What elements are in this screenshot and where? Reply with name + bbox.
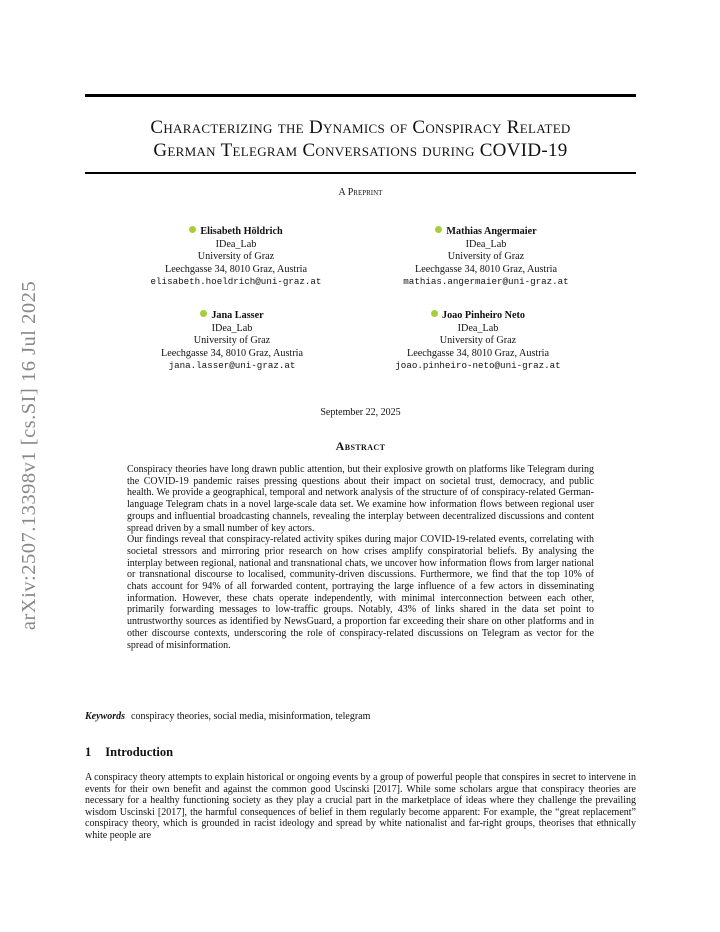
section-title: Introduction [105,745,174,759]
body-paragraph: A conspiracy theory attempts to explain historical or ongoing events by a group of powerful people that conspires in secret to intervene in events for their own benefit and against the common good Uscinski [2017]. While some scholars argue that conspiracy theories are necessary for a healthy functioning society as they play a crucial part in the marketplace of ideas where they challenge the prevailing wisdom Uscinski [2017], the harmful consequences of belief in them regularly become apparent: For example, the “great replacement” conspiracy theory, which is grounded in racist ideology and spread by white nationalist and far-right groups, theorises that ethnically white people are [85,772,636,841]
author-name: Mathias Angermaier [446,226,537,237]
author-university: University of Graz [197,251,275,263]
author-university: University of Graz [447,251,525,263]
author-address: Leechgasse 34, 8010 Graz, Austria [414,263,557,275]
author-address: Leechgasse 34, 8010 Graz, Austria [160,347,303,359]
author-university: University of Graz [439,335,517,347]
keywords-label: Keywords [85,711,125,722]
publication-date: September 22, 2025 [320,407,401,418]
orcid-icon[interactable] [200,310,207,317]
author-email[interactable]: joao.pinheiro-neto@uni-graz.at [395,360,561,372]
paper-title [85,116,636,162]
author-university: University of Graz [193,335,271,347]
abstract-paragraph: Conspiracy theories have long drawn public attention, but their explosive growth on platforms like Telegram during the COVID-19 pandemic raises pressing questions about their impact on societal trust, democracy, and public health. We provide a geographical, temporal and network analysis of the structure of of conspiracy-related German-language Telegram chats in a novel large-scale data set. We examine how information flows between regional user groups and influential broadcasting channels, revealing the interplay between decentralized discussions and content spread driven by a small number of key actors. [127,464,594,534]
author-lab: IDea_Lab [215,238,257,250]
author-name: Elisabeth Höldrich [200,226,283,237]
author-email[interactable]: mathias.angermaier@uni-graz.at [403,276,569,288]
keywords-line [85,711,636,722]
orcid-icon[interactable] [435,226,442,233]
orcid-icon[interactable] [431,310,438,317]
section-number: 1 [85,745,92,759]
author-block-2 [366,226,606,289]
orcid-icon[interactable] [189,226,196,233]
arxiv-identifier: arXiv:2507.13398v1 [cs.SI] 16 Jul 2025 [18,280,41,630]
author-name: Jana Lasser [211,310,264,321]
author-address: Leechgasse 34, 8010 Graz, Austria [164,263,307,275]
arxiv-identifier-stamp [10,270,50,640]
preprint-label: A Preprint [338,187,383,198]
abstract-body [127,464,594,651]
author-email[interactable]: jana.lasser@uni-graz.at [168,360,296,372]
abstract-heading: Abstract [335,439,386,453]
author-name: Joao Pinheiro Neto [441,310,525,321]
author-lab: IDea_Lab [211,322,253,334]
title-line-2: German Telegram Conversations during COVID-19 [153,140,568,161]
author-block-4 [358,310,598,373]
author-lab: IDea_Lab [465,238,507,250]
author-block-1 [116,226,356,289]
title-line-1: Characterizing the Dynamics of Conspiracy Related [150,117,571,138]
author-email[interactable]: elisabeth.hoeldrich@uni-graz.at [150,276,322,288]
keywords-list: conspiracy theories, social media, misinformation, telegram [131,711,371,722]
introduction-text [85,772,636,841]
title-bottom-rule [85,172,636,174]
section-heading [85,745,173,760]
author-block-3 [112,310,352,373]
author-address: Leechgasse 34, 8010 Graz, Austria [406,347,549,359]
abstract-paragraph: Our findings reveal that conspiracy-related activity spikes during major COVID-19-related events, correlating with societal stressors and mirroring prior research on how crises amplify conspiratorial beliefs. By analysing the interplay between regional, national and transnational chats, we uncover how information flows from larger national or transnational discourse to localised, community-driven discussions. Furthermore, we find that the top 10% of chats account for 94% of all forwarded content, portraying the large influence of a few actors in disseminating information. However, these chats operate independently, with minimal interconnection between each other, primarily forwarding messages to low-traffic groups. Notably, 43% of links shared in the data set point to untrustworthy sources as identified by NewsGuard, a proportion far exceeding their share on other platforms and in other discourse contexts, underscoring the role of conspiracy-related discussions on Telegram as vector for the spread of misinformation. [127,534,594,651]
author-lab: IDea_Lab [457,322,499,334]
title-top-rule [85,94,636,97]
